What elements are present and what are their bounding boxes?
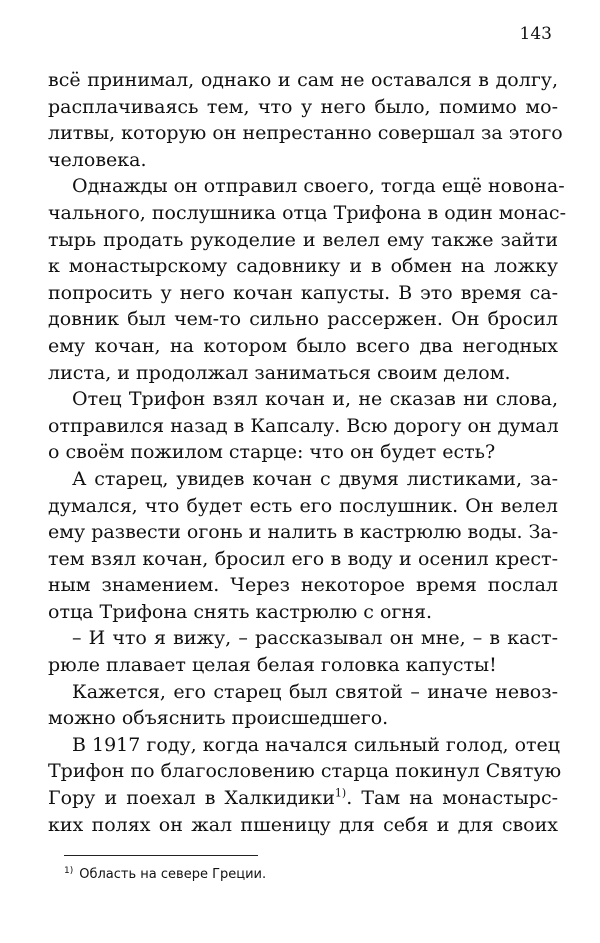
footnote-mark: 1) [64, 865, 74, 876]
footnote [64, 866, 266, 884]
text-line: думался, что будет есть его послушник. Он велел [48, 494, 558, 517]
text-line: к монастырскому садовнику и в обмен на ложку [48, 255, 558, 278]
text-line: рюле плавает целая белая головка капусты! [48, 654, 497, 677]
footnote-text: Область на севере Греции. [79, 867, 267, 882]
text-line: попросить у него кочан капусты. В это время са- [48, 281, 558, 304]
text-line: – И что я вижу, – рассказывал он мне, – в каст- [72, 627, 558, 650]
text-line: чального, послушника отца Трифона в один монас- [48, 201, 566, 224]
page-number: 143 [519, 24, 552, 44]
text-line: Трифон по благословению старца покинул Святую [48, 760, 562, 783]
text-line: В 1917 году, когда начался сильный голод, отец [72, 733, 560, 756]
text-line: довник был чем-то сильно рассержен. Он бросил [48, 308, 558, 331]
text-fragment: Гору и поехал в Халкидики [48, 787, 335, 810]
footnote-reference: 1) [334, 786, 347, 800]
text-line: всё принимал, однако и сам не оставался в долгу, [48, 69, 558, 91]
text-line: листа, и продолжал заниматься своим делом. [48, 361, 511, 384]
text-line: расплачиваясь тем, что у него было, помимо мо- [48, 95, 558, 118]
text-line: ным знамением. Через некоторое время послал [48, 574, 558, 597]
text-line: Однажды он отправил своего, тогда ещё новона- [72, 175, 565, 198]
text-line: отца Трифона снять кастрюлю с огня. [48, 600, 433, 623]
text-line: А старец, увидев кочан с двумя листиками, за- [72, 467, 558, 490]
text-line: тем взял кочан, бросил его в воду и осенил крест- [48, 547, 558, 570]
text-line: человека. [48, 148, 147, 171]
text-line: отправился назад в Капсалу. Всю дорогу он думал [48, 414, 559, 437]
text-line: ему кочан, на котором было всего два негодных [48, 334, 558, 357]
text-line: ему развести огонь и налить в кастрюлю воды. За- [48, 521, 559, 544]
text-line: ких полях он жал пшеницу для себя и для своих [48, 813, 558, 836]
footnote-divider [64, 855, 258, 856]
text-line: литвы, которую он непрестанно совершал за этого [48, 122, 563, 145]
text-line: Отец Трифон взял кочан и, не сказав ни слова, [72, 388, 558, 411]
text-line: тырь продать рукоделие и велел ему также зайти [48, 228, 558, 251]
body-text [48, 67, 566, 838]
text-line: Кажется, его старец был святой – иначе невоз- [72, 680, 558, 703]
text-fragment: . Там на монастырс- [346, 787, 559, 810]
text-line: о своём пожилом старце: что он будет есть? [48, 441, 496, 464]
text-line [48, 785, 558, 812]
text-line: можно объяснить происшедшего. [48, 707, 389, 730]
